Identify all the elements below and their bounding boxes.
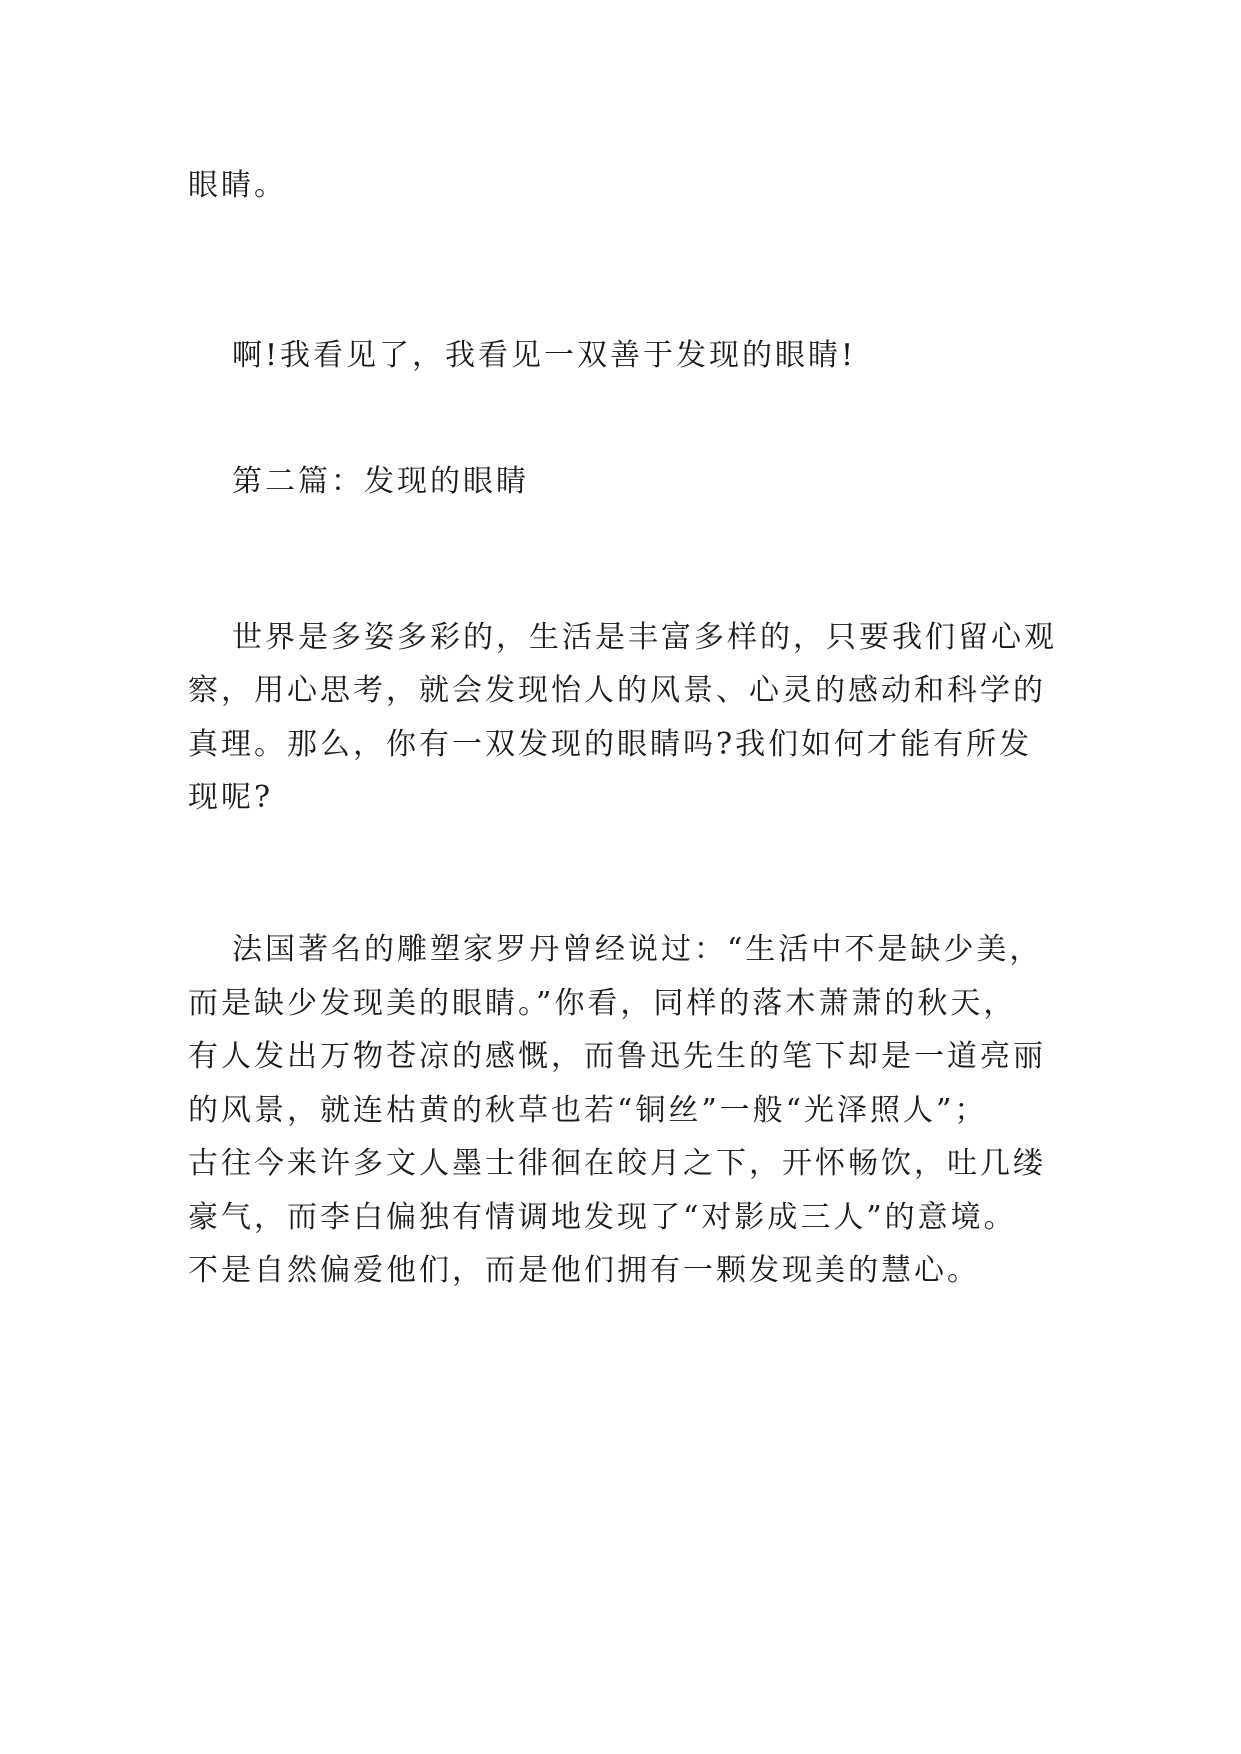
paragraph-line: 真理。那么，你有一双发现的眼睛吗?我们如何才能有所发: [188, 727, 1033, 762]
paragraph-line: 啊!我看见了，我看见一双善于发现的眼睛!: [232, 338, 857, 373]
paragraph-line: 法国著名的雕塑家罗丹曾经说过：“生活中不是缺少美，: [232, 932, 1043, 967]
paragraph-line: 而是缺少发现美的眼睛。”你看，同样的落木萧萧的秋天，: [188, 986, 1017, 1021]
paragraph-line: 现呢?: [188, 780, 274, 815]
section-heading: 第二篇：发现的眼睛: [232, 464, 529, 499]
paragraph-line: 不是自然偏爱他们，而是他们拥有一颗发现美的慧心。: [188, 1253, 980, 1288]
text-line: 眼睛。: [188, 168, 287, 203]
paragraph-line: 世界是多姿多彩的，生活是丰富多样的，只要我们留心观: [232, 620, 1057, 655]
paragraph-line: 的风景，就连枯黄的秋草也若“铜丝”一般“光泽照人”；: [188, 1093, 988, 1128]
paragraph-line: 古往今来许多文人墨士徘徊在皎月之下，开怀畅饮，吐几缕: [188, 1146, 1046, 1181]
paragraph-line: 察，用心思考，就会发现怡人的风景、心灵的感动和科学的: [188, 673, 1046, 708]
paragraph-line: 有人发出万物苍凉的感慨，而鲁迅先生的笔下却是一道亮丽: [188, 1039, 1046, 1074]
paragraph-line: 豪气，而李白偏独有情调地发现了“对影成三人”的意境。: [188, 1200, 1017, 1235]
